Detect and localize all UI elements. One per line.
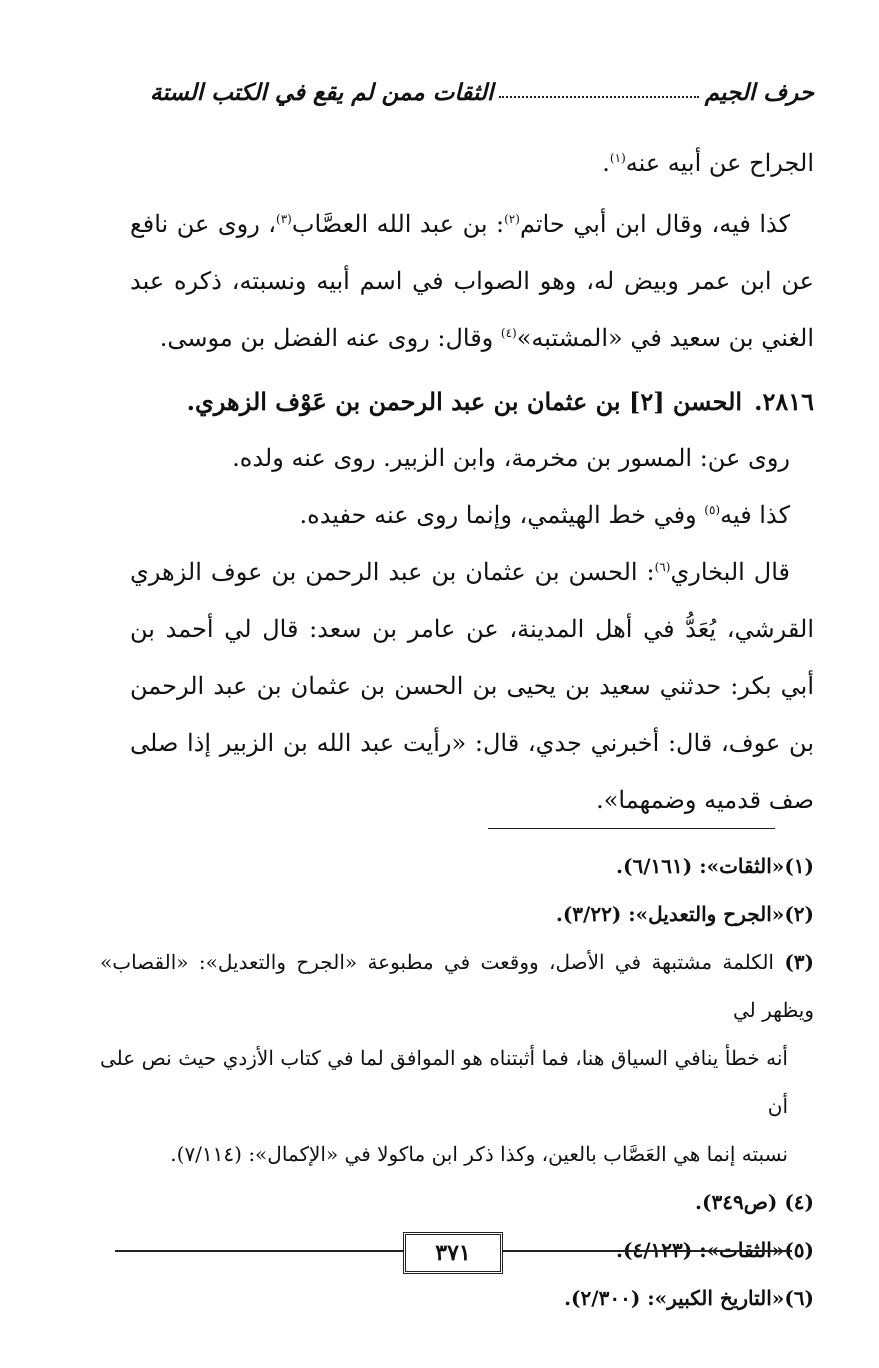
footnote-ref: (٥): [704, 503, 721, 517]
running-header: [150, 72, 814, 112]
main-text: [130, 135, 814, 829]
footnote-ref: (٣): [276, 212, 292, 226]
footnote-2: (٢)«الجرح والتعديل»: (٣/٢٢).: [555, 902, 814, 926]
footnote-ref: (٤): [500, 326, 517, 340]
footnote-ref: (١): [609, 151, 626, 165]
footnote-4: (٤) (ص٣٤٩).: [695, 1190, 814, 1214]
bottom-rule-right: [497, 1250, 792, 1252]
footnote-separator: [488, 828, 775, 829]
paragraph-3: كذا فيه$^{(٥)}$ وفي خط الهيثمي، وإنما روى عنه حفيده.: [299, 501, 790, 529]
footnote-1: (١)«الثقات»: (٦/١٦١).: [616, 854, 814, 878]
entry-heading: [130, 373, 814, 430]
footnote-ref: (٦): [654, 560, 671, 574]
entry-title: الحسن [٢] بن عثمان بن عبد الرحمن بن عَوْف الزهري.: [186, 387, 743, 416]
footnote-3-line-2: أنه خطأ ينافي السياق هنا، فما أثبتناه هو الموافق لما في كتاب الأزدي حيث نص على أن: [100, 1046, 788, 1118]
footnote-3: (٣) الكلمة مشتبهة في الأصل، ووقعت في مطبوعة «الجرح والتعديل»: «القصاب» ويظهر لي: [100, 950, 814, 1022]
footnote-6: (٦)«التاريخ الكبير»: (٢/٣٠٠).: [564, 1286, 814, 1310]
paragraph-2: روى عن: المسور بن مخرمة، وابن الزبير. روى عنه ولده.: [232, 444, 790, 472]
header-dotted-leader: [499, 96, 698, 98]
bottom-rule-left: [115, 1250, 403, 1252]
footnote-5: (٥)«الثقات»: (٤/١٢٣).: [616, 1238, 814, 1262]
footnote-ref: (٢): [504, 212, 520, 226]
header-chapter: حرف الجيم: [704, 78, 814, 106]
paragraph-4: قال البخاري$^{(٦)}$: الحسن بن عثمان بن عبد الرحمن بن عوف الزهري القرشي، يُعَدُّ في أهل المدينة، عن عامر بن سعد: قال لي أحمد بن أبي بكر: حدثني سعيد بن يحيى بن الحسن بن عثمان بن عبد الرحمن بن عوف، قال: أخبرني جدي، قال: «رأيت عبد الله بن الزبير إذا صلى صف قدميه وضمهما».: [130, 558, 814, 814]
paragraph-1: كذا فيه، وقال ابن أبي حاتم$^{(٢)}$: بن عبد الله العصَّاب$^{(٣)}$، روى عن نافع عن ابن عمر وبيض له، وهو الصواب في اسم أبيه ونسبته، ذكره عبد الغني بن سعيد في «المشتبه»$^{(٤)}$ وقال: روى عنه الفضل بن موسى.: [130, 210, 814, 352]
page-number: ٣٧١: [403, 1232, 503, 1274]
continuation-line: الجراح عن أبيه عنه$^{(١)}$.: [602, 149, 814, 177]
footnote-3-line-3: نسبته إنما هي العَصَّاب بالعين، وكذا ذكر ابن ماكولا في «الإكمال»: (٧/١١٤).: [170, 1142, 788, 1166]
header-book-title: الثقات ممن لم يقع في الكتب الستة: [150, 78, 494, 106]
entry-number: ٢٨١٦.: [754, 387, 814, 416]
